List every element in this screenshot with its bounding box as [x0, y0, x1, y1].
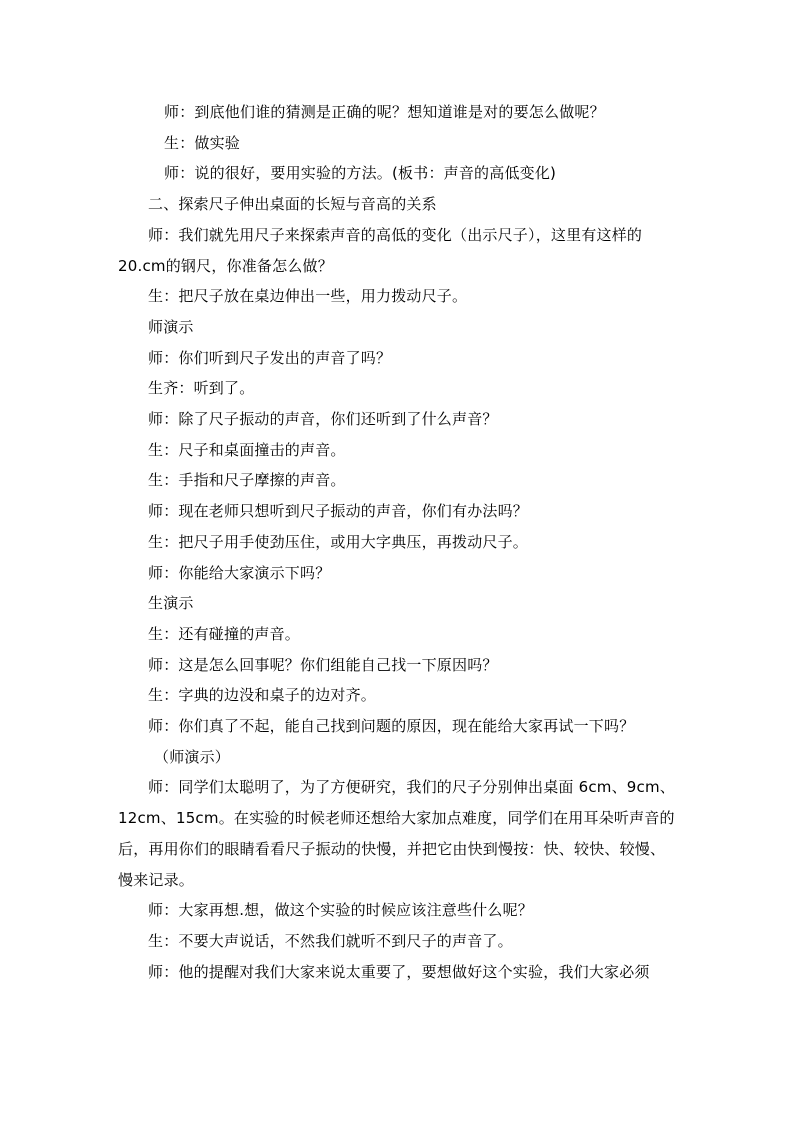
paragraph-line: 师：他的提醒对我们大家来说太重要了，要想做好这个实验，我们大家必须 — [148, 962, 650, 981]
paragraph-line: 师：除了尺子振动的声音，你们还听到了什么声音？ — [148, 410, 498, 429]
paragraph-line: 师：我们就先用尺子来探索声音的高低的变化（出示尺子），这里有这样的 — [148, 225, 643, 244]
paragraph-line: 生：把尺子用手使劲压住，或用大字典压，再拨动尺子。 — [148, 532, 529, 551]
paragraph-line: 师：这是怎么回事呢？你们组能自己找一下原因吗？ — [148, 655, 498, 674]
paragraph-line: 慢来记录。 — [118, 870, 195, 889]
paragraph-line: （师演示） — [154, 747, 231, 766]
paragraph-line: 生演示 — [148, 594, 194, 613]
paragraph-line: 师：同学们太聪明了，为了方便研究，我们的尺子分别伸出桌面 6cm、9cm、 — [148, 778, 675, 797]
paragraph-line: 生：做实验 — [164, 133, 241, 152]
paragraph-line: 生：把尺子放在桌边伸出一些，用力拨动尺子。 — [148, 287, 468, 306]
paragraph-line: 生：尺子和桌面撞击的声音。 — [148, 440, 346, 459]
paragraph-line: 12cm、15cm。在实验的时候老师还想给大家加点难度，同学们在用耳朵听声音的 — [118, 809, 675, 828]
paragraph-line: 生：还有碰撞的声音。 — [148, 624, 301, 643]
section-heading: 二、探索尺子伸出桌面的长短与音高的关系 — [148, 195, 437, 214]
paragraph-line: 师演示 — [148, 317, 194, 336]
paragraph-line: 师：你能给大家演示下吗？ — [148, 563, 331, 582]
paragraph-line: 师：你们听到尺子发出的声音了吗？ — [148, 348, 392, 367]
paragraph-line: 生：手指和尺子摩擦的声音。 — [148, 471, 346, 490]
document-body — [118, 97, 683, 987]
paragraph-line: 师：你们真了不起，能自己找到问题的原因，现在能给大家再试一下吗？ — [148, 717, 635, 736]
paragraph-line: 生齐：听到了。 — [148, 379, 255, 398]
paragraph-line: 师：大家再想.想，做这个实验的时候应该注意些什么呢？ — [148, 901, 533, 920]
paragraph-line: 20.cm的钢尺，你准备怎么做？ — [118, 256, 333, 275]
paragraph-line: 师：现在老师只想听到尺子振动的声音，你们有办法吗？ — [148, 502, 529, 521]
paragraph-line: 师：到底他们谁的猜测是正确的呢？想知道谁是对的要怎么做呢？ — [164, 103, 605, 121]
paragraph-line: 生：不要大声说话，不然我们就听不到尺子的声音了。 — [148, 931, 513, 950]
paragraph-line: 后，再用你们的眼睛看看尺子振动的快慢，并把它由快到慢按：快、较快、较慢、 — [118, 839, 666, 858]
paragraph-line: 生：字典的边没和桌子的边对齐。 — [148, 686, 377, 705]
paragraph-line: 师：说的很好，要用实验的方法。(板书：声音的高低变化) — [164, 164, 557, 183]
